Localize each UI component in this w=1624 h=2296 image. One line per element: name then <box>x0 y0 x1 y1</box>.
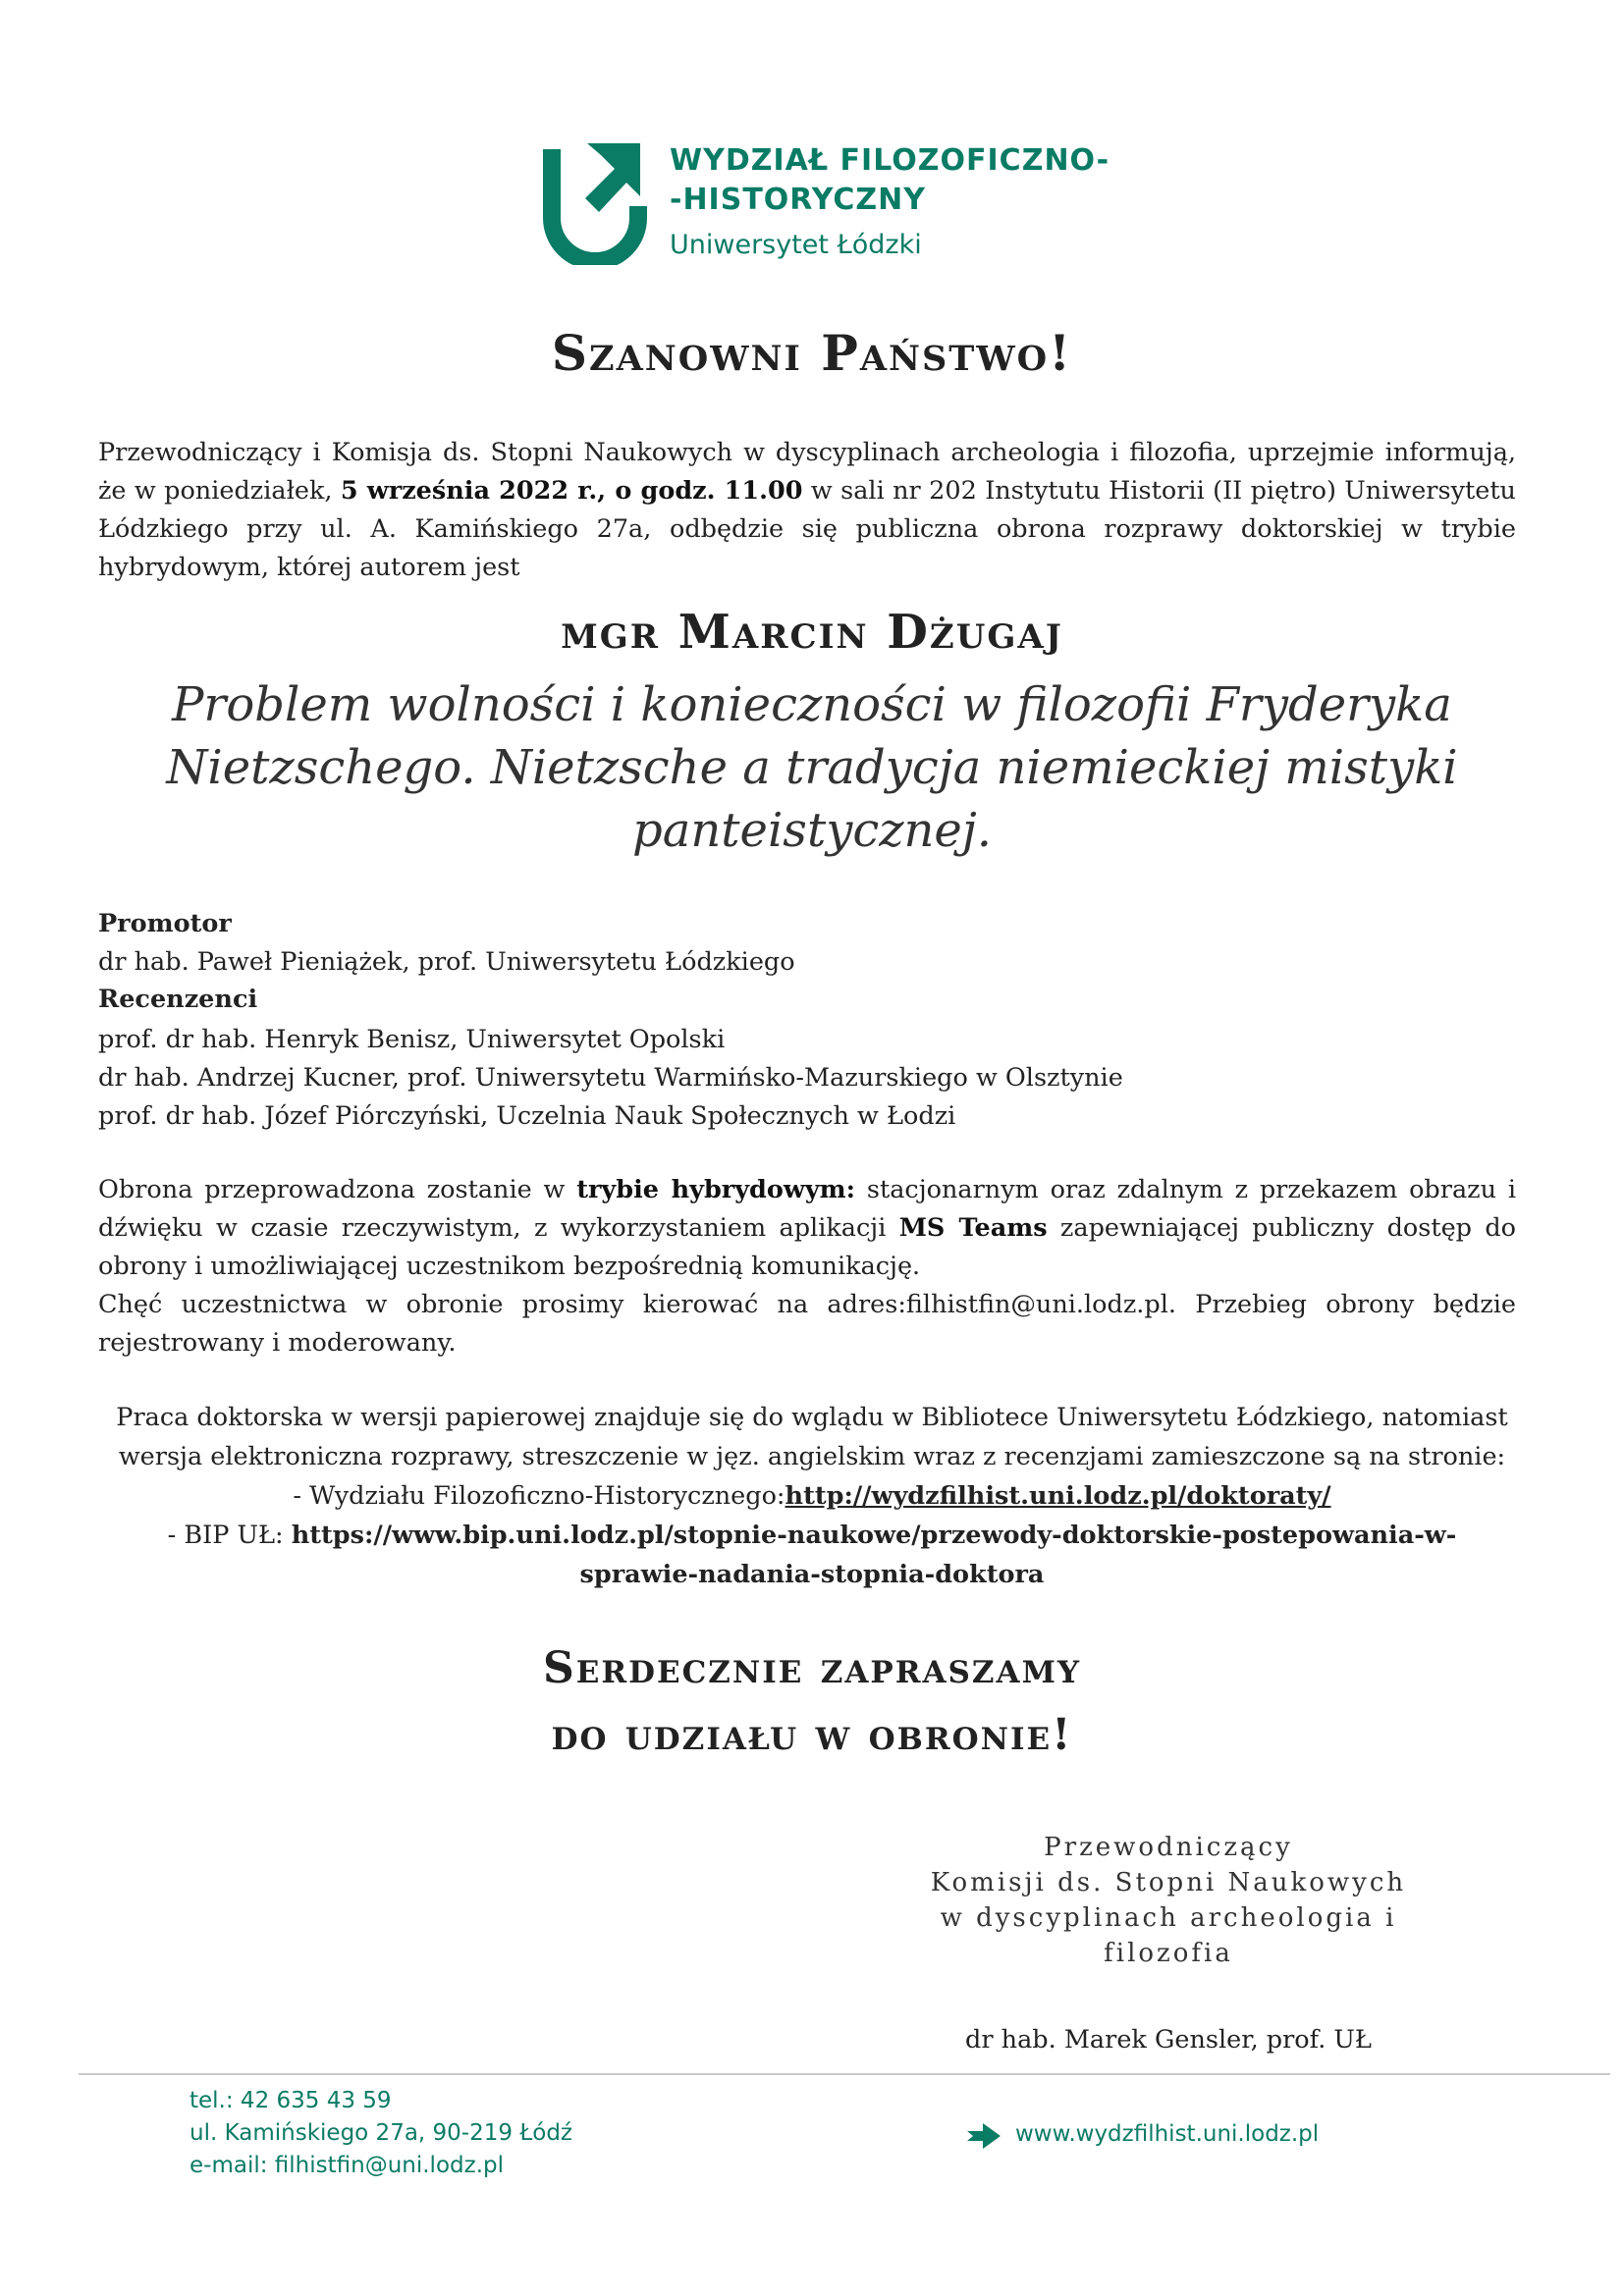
contact-note: Chęć uczestnictwa w obronie prosimy kierować na adres:filhistfin@uni.lodz.pl. Przebieg obrony będzie rejestrowany i moderowany. <box>98 1290 1516 1358</box>
author-name: mgr Marcin Dżugaj <box>561 605 1063 660</box>
mode-text-1: Obrona przeprowadzona zostanie w <box>98 1175 577 1204</box>
intro-text-2: w sali nr 202 Instytutu Historii (II piętro) Uniwersytetu Łódzkiego przy ul. A. Kamińskiego 27a, odbędzie się publiczna obrona rozprawy doktorskiej w trybie hybrydowym, której autorem jest <box>98 476 1516 582</box>
availability-line-4 <box>0 1516 1624 1555</box>
footer-divider <box>79 2073 1610 2075</box>
signature-role: Przewodniczący <box>1044 1833 1293 1862</box>
mode-hybrid: trybie hybrydowym: <box>576 1175 856 1204</box>
footer-email[interactable]: e-mail: filhistfin@uni.lodz.pl <box>189 2153 504 2178</box>
availability-line-3 <box>0 1476 1624 1516</box>
bip-link[interactable]: https://www.bip.uni.lodz.pl/stopnie-naukowe/przewody-doktorskie-postepowania-w- <box>291 1521 1457 1550</box>
invitation-line-1: Serdecznie zapraszamy <box>542 1643 1082 1693</box>
mode-text-3: zapewniającej publiczny dostęp do obrony i umożliwiającej uczestnikom bezpośrednią komunikację. <box>98 1213 1517 1281</box>
availability-line-1: Praca doktorska w wersji papierowej znajduje się do wglądu w Bibliotece Uniwersytetu Łódzkiego, natomiast <box>116 1403 1508 1432</box>
university-name: Uniwersytet Łódzki <box>670 230 922 260</box>
defense-date: 5 września 2022 r., o godz. 11.00 <box>340 476 803 506</box>
reviewer-item: dr hab. Andrzej Kucner, prof. Uniwersytetu Warmińsko-Mazurskiego w Olsztynie <box>98 1063 1123 1093</box>
promotor-heading: Promotor <box>98 909 232 938</box>
arrow-right-icon <box>967 2123 1001 2149</box>
mode-ms-teams: MS Teams <box>898 1213 1048 1243</box>
thesis-title: Problem wolności i konieczności w filozofii Fryderyka Nietzschego. Nietzsche a tradycja niemieckiej mistyki panteistycznej. <box>166 677 1458 858</box>
footer-website-link[interactable]: www.wydzfilhist.uni.lodz.pl <box>1015 2121 1320 2147</box>
bip-link-continued[interactable]: sprawie-nadania-stopnia-doktora <box>579 1560 1045 1589</box>
mode-text-2: stacjonarnym oraz zdalnym z przekazem obrazu i dźwięku w czasie rzeczywistym, z wykorzystaniem aplikacji <box>98 1175 1516 1243</box>
faculty-logo <box>542 143 1110 271</box>
reviewers-heading: Recenzenci <box>98 985 258 1014</box>
faculty-name-line-1: WYDZIAŁ FILOZOFICZNO- <box>670 143 1110 178</box>
reviewer-item: prof. dr hab. Józef Piórczyński, Uczelnia Nauk Społecznych w Łodzi <box>98 1101 956 1131</box>
ul-logo-mark-icon <box>542 143 650 265</box>
signature-disciplines: w dyscyplinach archeologia i filozofia <box>940 1903 1397 1968</box>
intro-paragraph <box>98 434 1516 587</box>
invitation-line-2: do udziału w obronie! <box>551 1710 1073 1760</box>
signatory-name: dr hab. Marek Gensler, prof. UŁ <box>965 2025 1372 2055</box>
footer-phone: tel.: 42 635 43 59 <box>189 2088 392 2113</box>
availability-line-2: wersja elektroniczna rozprawy, streszczenie w jęz. angielskim wraz z recenzjami zamieszczone są na stronie: <box>118 1442 1506 1471</box>
faculty-name-line-2: -HISTORYCZNY <box>670 183 927 217</box>
faculty-doctorates-link[interactable]: http://wydzfilhist.uni.lodz.pl/doktoraty/ <box>785 1481 1331 1511</box>
greeting-heading: Szanowni Państwo! <box>551 324 1073 382</box>
bip-link-prefix: - BIP UŁ: <box>167 1521 292 1550</box>
reviewer-item: prof. dr hab. Henryk Benisz, Uniwersytet Opolski <box>98 1025 726 1054</box>
faculty-link-prefix: - Wydziału Filozoficzno-Historycznego: <box>293 1481 785 1511</box>
footer-address: ul. Kamińskiego 27a, 90-219 Łódź <box>189 2120 572 2146</box>
signature-committee: Komisji ds. Stopni Naukowych <box>930 1868 1407 1897</box>
defense-mode-paragraph <box>98 1171 1516 1286</box>
intro-text-1: Przewodniczący i Komisja ds. Stopni Naukowych w dyscyplinach archeologia i filozofia, uprzejmie informują, że w poniedziałek, <box>98 438 1516 506</box>
promotor-name: dr hab. Paweł Pieniążek, prof. Uniwersytetu Łódzkiego <box>98 947 795 977</box>
